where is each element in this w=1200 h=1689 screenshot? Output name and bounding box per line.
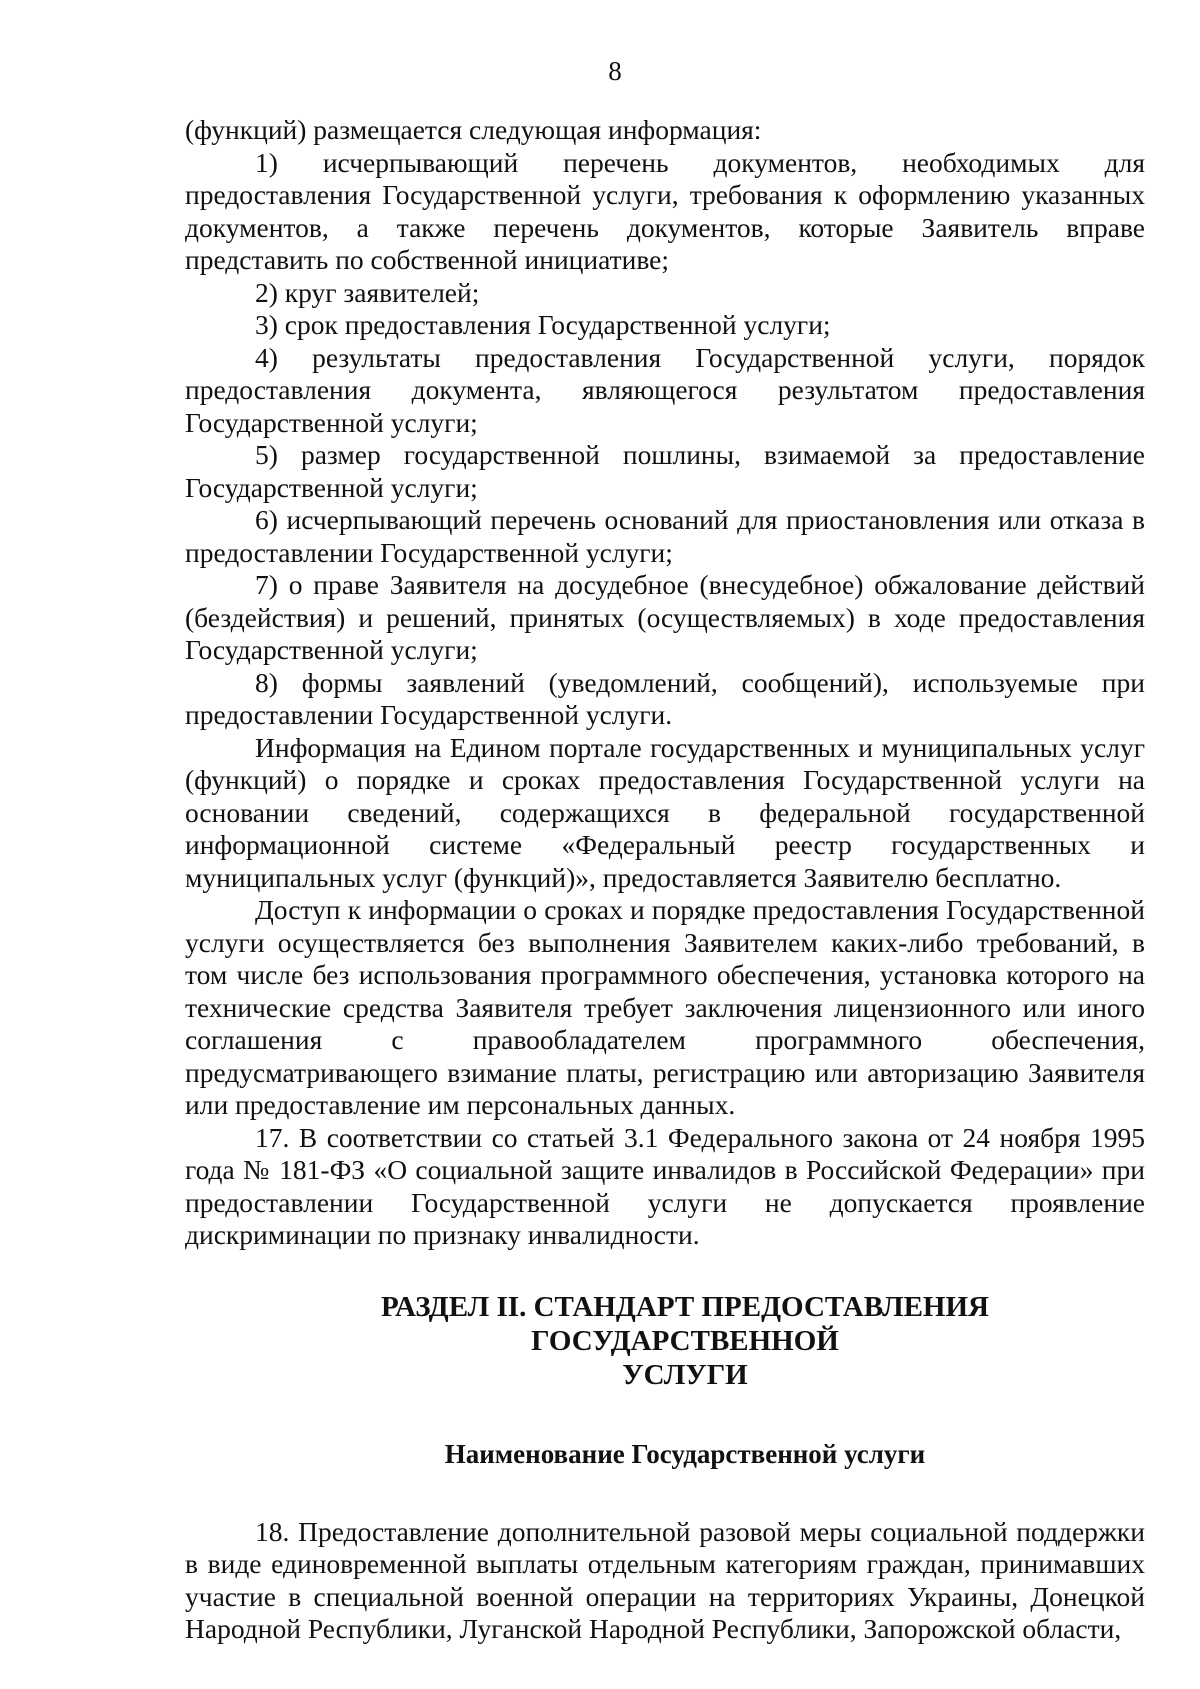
list-item-7: 7) о праве Заявителя на досудебное (внесудебное) обжалование действий (бездействия) и решений, принятых (осуществляемых) в ходе предоставления Государственной услуги;: [185, 569, 1145, 665]
list-item-2: 2) круг заявителей;: [255, 276, 480, 308]
paragraph-portal-info: Информация на Едином портале государственных и муниципальных услуг (функций) о порядке и сроках предоставления Государственной услуги на основании сведений, содержащихся в федеральной государственной информационной системе «Федеральный реестр государственных и муниципальных услуг (функций)», предоставляется Заявителю бесплатно.: [185, 731, 1145, 893]
paragraph-access: Доступ к информации о сроках и порядке предоставления Государственной услуги осуществляется без выполнения Заявителем каких-либо требований, в том числе без использования программного обеспечения, установка которого на технические средства Заявителя требует заключения лицензионного или иного соглашения с правообладателем программного обеспечения, предусматривающего взимание платы, регистрацию или авторизацию Заявителя или предоставление им персональных данных.: [185, 894, 1145, 1120]
list-item-8: 8) формы заявлений (уведомлений, сообщений), используемые при предоставлении Государственной услуги.: [185, 666, 1145, 730]
list-item-4: 4) результаты предоставления Государственной услуги, порядок предоставления документа, являющегося результатом предоставления Государственной услуги;: [185, 341, 1145, 438]
paragraph-intro: (функций) размещается следующая информация:: [185, 114, 762, 145]
section-heading-line1: РАЗДЕЛ II. СТАНДАРТ ПРЕДОСТАВЛЕНИЯ ГОСУДАРСТВЕННОЙ: [380, 1290, 989, 1357]
list-item-5: 5) размер государственной пошлины, взимаемой за предоставление Государственной услуги;: [185, 439, 1145, 503]
paragraph-17: 17. В соответствии со статьей 3.1 Федерального закона от 24 ноября 1995 года № 181-ФЗ «О социальной защите инвалидов в Российской Федерации» при предоставлении Государственной услуги не допускается проявление дискриминации по признаку инвалидности.: [185, 1121, 1145, 1250]
list-item-1: 1) исчерпывающий перечень документов, необходимых для предоставления Государственной услуги, требования к оформлению указанных документов, а также перечень документов, которые Заявитель вправе представить по собственной инициативе;: [185, 146, 1145, 275]
page-number: 8: [608, 56, 622, 86]
section-heading-line2: УСЛУГИ: [622, 1358, 748, 1391]
paragraph-18: 18. Предоставление дополнительной разовой меры социальной поддержки в виде единовременной выплаты отдельным категориям граждан, принимавших участие в специальной военной операции на территориях Украины, Донецкой Народной Республики, Луганской Народной Республики, Запорожской области,: [185, 1515, 1145, 1644]
document-body: [185, 114, 1145, 1646]
list-item-6: 6) исчерпывающий перечень оснований для приостановления или отказа в предоставлении Государственной услуги;: [185, 504, 1145, 568]
subheading-service-name: Наименование Государственной услуги: [444, 1438, 926, 1469]
section-heading: [185, 1290, 1145, 1392]
list-item-3: 3) срок предоставления Государственной услуги;: [255, 309, 831, 340]
